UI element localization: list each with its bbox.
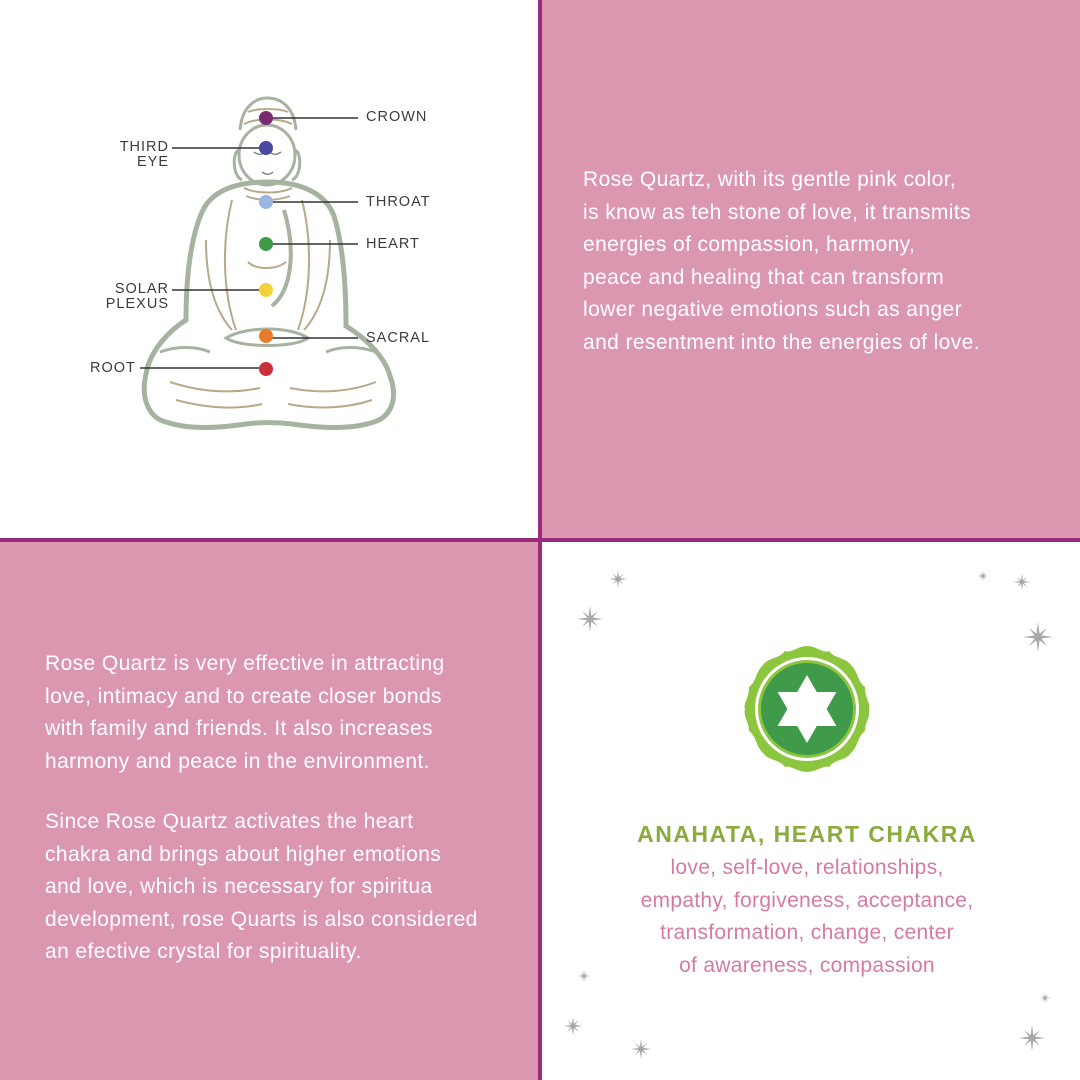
solar-plexus-label: SOLAR PLEXUS (105, 281, 169, 312)
throat-label: THROAT (366, 194, 431, 210)
root-chakra-dot (259, 362, 273, 376)
anahata-symbol-icon (745, 646, 870, 772)
love-benefits-paragraph: Rose Quartz is very effective in attracting love, intimacy and to create closer bonds with family and friends. It also increases harmony and peace in the environment. (45, 652, 445, 773)
solar-plexus-chakra-dot (259, 283, 273, 297)
buddha-illustration (0, 0, 538, 538)
heart-chakra-title: ANAHATA, HEART CHAKRA (637, 821, 977, 847)
sparkle-icon (609, 570, 627, 588)
spirituality-paragraph: Since Rose Quartz activates the heart chakra and brings about higher emotions and love, which is necessary for spiritua development, rose Quarts is also considered an efective crystal for spirituality. (45, 810, 478, 963)
third-eye-label: THIRD EYE (119, 139, 169, 170)
heart-chakra-qualities: love, self-love, relationships, empathy, forgiveness, acceptance, transformation, change, center of awareness, compassion (640, 856, 974, 977)
sparkle-icon (978, 571, 989, 582)
sacral-label: SACRAL (366, 330, 431, 346)
crown-chakra-dot (259, 111, 273, 125)
root-label: ROOT (90, 360, 136, 376)
heart-label: HEART (366, 236, 420, 252)
crown-label: CROWN (366, 109, 428, 125)
sparkle-icon (1019, 1025, 1045, 1051)
sparkle-icon (1040, 993, 1051, 1004)
throat-chakra-dot (259, 195, 273, 209)
sparkle-icon (564, 1017, 583, 1036)
sparkles-decoration (542, 542, 1080, 1080)
rose-quartz-benefits-panel (0, 542, 538, 1080)
rose-quartz-description: Rose Quartz, with its gentle pink color, is know as teh stone of love, it transmits energies of compassion, harmony, peace and healing that can transform lower negative emotions such as anger and resentment into the energies of love. (583, 168, 980, 354)
heart-chakra-panel (542, 542, 1080, 1080)
heart-chakra-dot (259, 237, 273, 251)
chakra-diagram-panel (0, 0, 538, 538)
sparkle-icon (577, 606, 603, 632)
third-eye-chakra-dot (259, 141, 273, 155)
sparkle-icon (1014, 574, 1031, 591)
sacral-chakra-dot (259, 329, 273, 343)
sparkle-icon (1023, 622, 1053, 652)
rose-quartz-description-panel (542, 0, 1080, 538)
sparkle-icon (631, 1039, 651, 1059)
